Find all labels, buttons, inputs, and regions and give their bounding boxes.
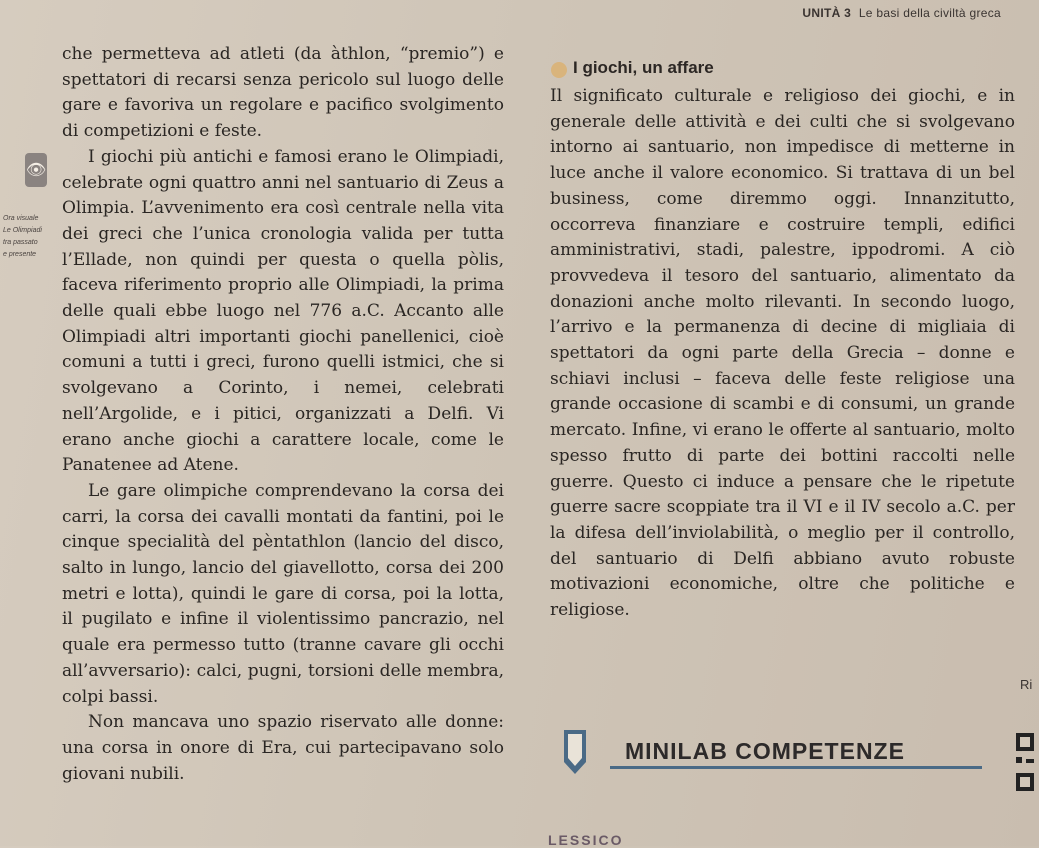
right-column — [550, 84, 1015, 624]
minilab-divider — [610, 766, 982, 769]
qr-code-icon[interactable] — [1014, 733, 1039, 793]
sidebar-label: Le Olimpiadi — [3, 227, 42, 234]
unit-title: Le basi della civiltà greca — [858, 6, 1001, 20]
paragraph: Il significato culturale e religioso dei giochi, e in generale delle attività e dei culti che si svolgevano intorno ai santuario, non impedisce di metterne in luce anche il valore economico. Si trattava di un bel business, come diremmo oggi. Innanzitutto, occorreva finanziare e costruire templi, edifici amministrativi, stadi, palestre, ippodromi. A ciò provvedeva il tesoro del santuario, alimentato da donazioni anche molto rilevanti. In secondo luogo, l’arrivo e la permanenza di decine di migliaia di spettatori da ogni parte della Grecia – donne e schiavi inclusi – faceva delle feste religiose una grande occasione di scambi e di consumi, un grande mercato. Infine, vi erano le offerte al santuario, molto spesso frutto di parte dei bottini raccolti nelle guerre. Questo ci induce a pensare che le ripetute guerre sacre scoppiate tra il VI e il IV secolo a.C. per la difesa dell’inviolabilità, o meglio per il controllo, del santuario di Delfi abbiano avuto robuste motivazioni economiche, oltre che politiche e religiose. — [550, 86, 1015, 621]
sidebar-label: e presente — [3, 251, 37, 258]
box-title: I giochi, un affare — [573, 58, 714, 77]
sidebar-label: tra passato — [3, 239, 38, 246]
paragraph: che permetteva ad atleti (da àthlon, “premio”) e spettatori di recarsi senza pericolo sul luogo delle gare e favoriva un regolare e pacifico svolgimento di competizioni e feste. — [62, 44, 504, 142]
sidebar-label: Ora visuale — [3, 215, 39, 222]
lessico-heading: LESSICO — [548, 832, 624, 848]
paragraph: Le gare olimpiche comprendevano la corsa dei carri, la corsa dei cavalli montati da fantini, poi le cinque specialità del pèntathlon (lancio del disco, salto in lungo, lancio del giavellotto, corsa dei 200 metri e lotta), quindi le gare di corsa, poi la lotta, il pugilato e infine il violentissimo pancrazio, nel quale era permesso tutto (tranne cavare gli occhi all’avversario): calci, pugni, torsioni delle membra, colpi bassi. — [62, 480, 504, 707]
minilab-title: MINILAB COMPETENZE — [625, 738, 905, 764]
eye-icon[interactable]: 👁 — [25, 153, 47, 187]
sidebar-labels — [3, 213, 43, 261]
box-bullet-icon — [551, 62, 567, 78]
left-column — [62, 42, 504, 787]
page-header — [802, 6, 1001, 20]
paragraph: I giochi più antichi e famosi erano le Olimpiadi, celebrate ogni quattro anni nel santuario di Zeus a Olimpia. L’avvenimento era così centrale nella vita dei greci che l’unica cronologia valida per tutta l’Ellade, non quindi per questa o quella pòlis, faceva riferimento proprio alle Olimpiadi, la prima delle quali ebbe luogo nel 776 a.C. Accanto alle Olimpiadi altri importanti giochi panellenici, cioè comuni a tutti i greci, furono quelli istmici, che si svolgevano a Corinto, i nemei, celebrati nell’Argolide, e i pitici, organizzati a Delfi. Vi erano anche giochi a carattere locale, come le Panatenee ad Atene. — [62, 146, 504, 476]
unit-label: UNITÀ 3 — [802, 6, 852, 20]
pencil-icon — [560, 728, 590, 776]
paragraph: Non mancava uno spazio riservato alle donne: una corsa in onore di Era, cui partecipavano solo giovani nubili. — [62, 712, 504, 784]
edge-text: Ri — [1020, 677, 1033, 692]
